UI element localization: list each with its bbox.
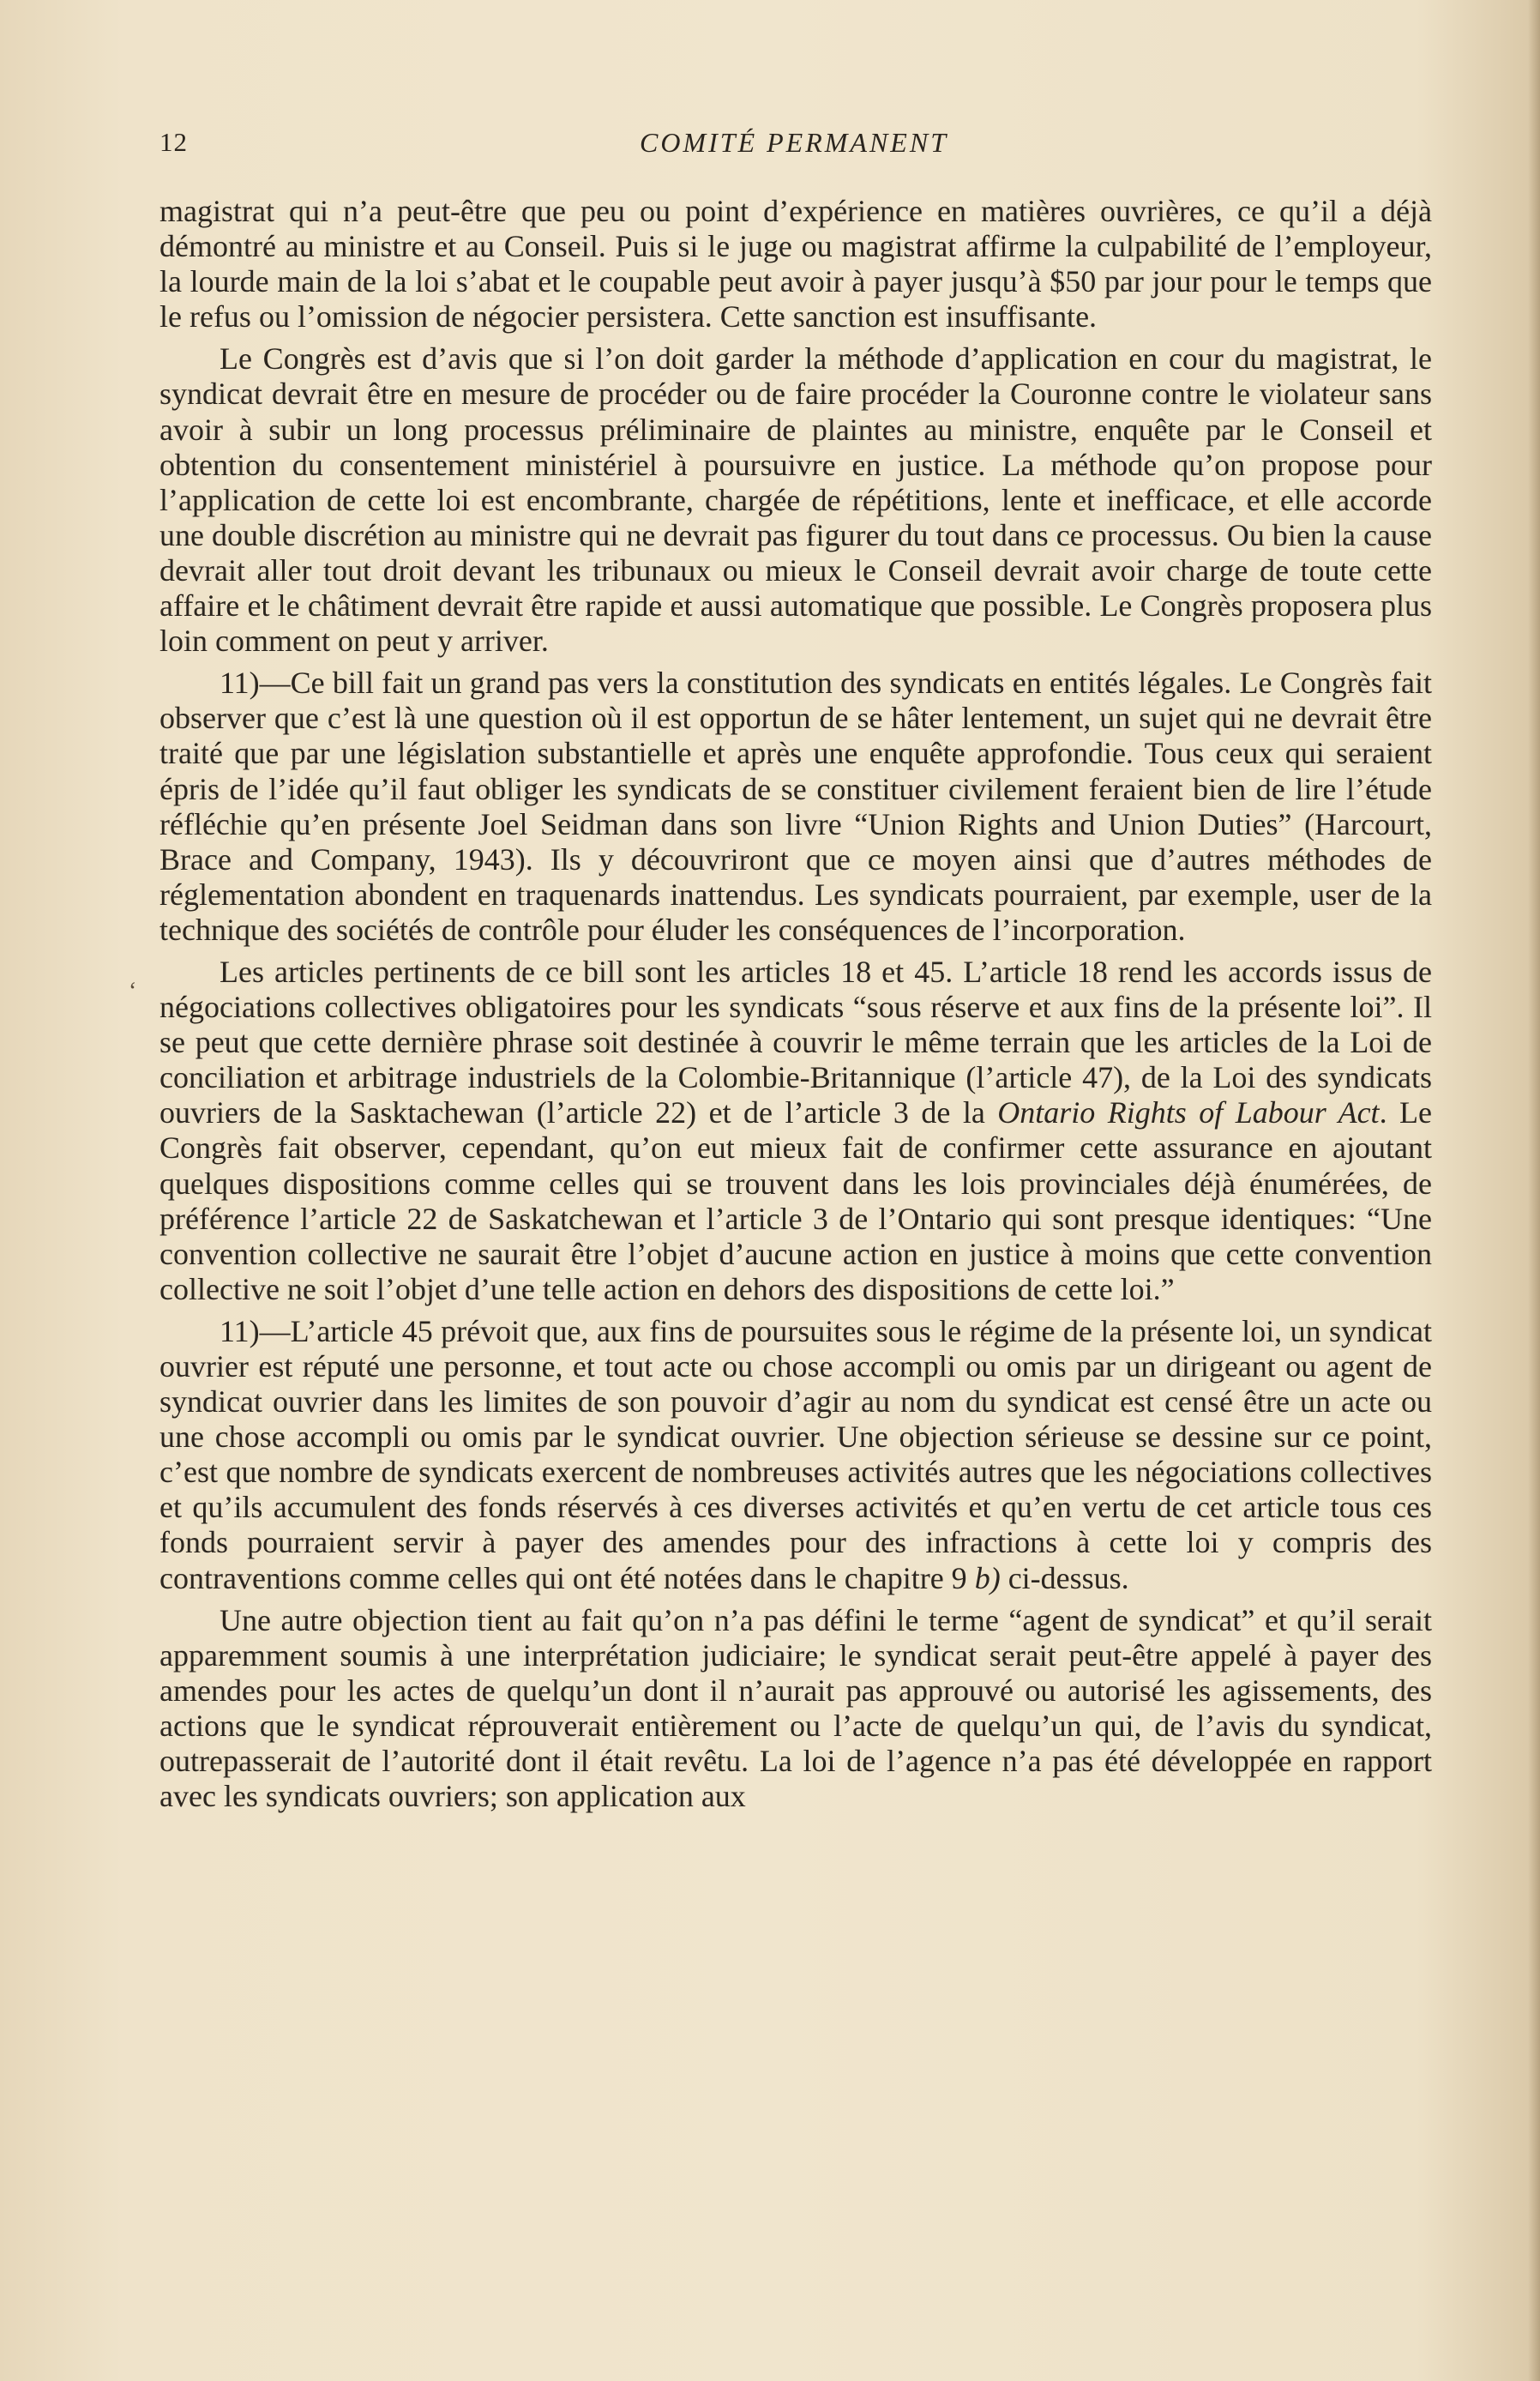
running-title: COMITÉ PERMANENT [640, 127, 948, 158]
margin-mark: ‘ [129, 978, 137, 1004]
page-edge-shadow [1528, 0, 1540, 2381]
paragraph-2: Le Congrès est d’avis que si l’on doit garder la méthode d’application en cour du magistrat, le syndicat devrait être en mesure de procéder ou de faire procéder la Couronne contre le violateur sans avoir à subir un long processus préliminaire de plaintes au ministre, enquête par le Conseil et obtention du consentement ministériel à poursuivre en justice. La méthode qu’on propose pour l’application de cette loi est encombrante, chargée de répétitions, lente et inefficace, et elle accorde une double discrétion au ministre qui ne devrait pas figurer du tout dans ce processus. Ou bien la cause devrait aller tout droit devant les tribunaux ou mieux le Conseil devrait avoir charge de toute cette affaire et le châtiment devrait être rapide et aussi automatique que possible. Le Congrès proposera plus loin comment on peut y arriver. [159, 341, 1432, 659]
section-ref-italic: b) [974, 1560, 1001, 1595]
paragraph-6: Une autre objection tient au fait qu’on n’a pas défini le terme “agent de syndicat” et qu’il serait apparemment soumis à une interprétation judiciaire; le syndicat serait peut-être appelé à payer des amendes pour les actes de quelqu’un dont il n’aurait pas approuvé ou autorisé les agissements, des actions que le syndicat réprouverait entièrement ou l’acte de quelqu’un qui, de l’avis du syndicat, outrepasserait de l’autorité dont il était revêtu. La loi de l’agence n’a pas été développée en rapport avec les syndicats ouvriers; son application aux [159, 1602, 1432, 1814]
paragraph-4-text-a: Les articles pertinents de ce bill sont les articles 18 et 45. L’article 18 rend les accords issus de négociations collectives obligatoires pour les syndicats “sous réserve et aux fins de la présente loi”. Il se peut que cette dernière phrase soit destinée à couvrir le même terrain que les articles de la Loi de conciliation et arbitrage industriels de la Colombie-Britannique (l’article 47), de la Loi des syndicats ouvriers de la Sasktachewan (l’article 22) et de l’article 3 de la [159, 954, 1432, 1130]
paragraph-5-text-a: 11)—L’article 45 prévoit que, aux fins de poursuites sous le régime de la présente loi, un syndicat ouvrier est réputé une personne, et tout acte ou chose accompli ou omis par un dirigeant ou agent de syndicat ouvrier dans les limites de son pouvoir d’agir au nom du syndicat est censé être un acte ou une chose accompli ou omis par le syndicat ouvrier. Une objection sérieuse se dessine sur ce point, c’est que nombre de syndicats exercent de nombreuses activités autres que les négociations collectives et qu’ils accumulent des fonds réservés à ces diverses activités et qu’en vertu de cet article tous ces fonds pourraient servir à payer des amendes pour des infractions à cette loi y compris des contraventions comme celles qui ont été notées dans le chapitre 9 [159, 1313, 1432, 1595]
body-text [159, 194, 1432, 1814]
paragraph-1: magistrat qui n’a peut-être que peu ou point d’expérience en matières ouvrières, ce qu’il a déjà démontré au ministre et au Conseil. Puis si le juge ou magistrat affirme la culpabilité de l’employeur, la lourde main de la loi s’abat et le coupable peut avoir à payer jusqu’à $50 par jour pour le temps que le refus ou l’omission de négocier persistera. Cette sanction est insuffisante. [159, 194, 1432, 335]
act-title-italic: Ontario Rights of Labour Act [997, 1095, 1380, 1130]
page-number: 12 [159, 127, 188, 157]
paragraph-4 [159, 955, 1432, 1307]
paragraph-5-text-b: ci-dessus. [1000, 1560, 1129, 1595]
paragraph-4-text-b: . Le Congrès fait observer, cependant, qu’on eut mieux fait de confirmer cette assurance en ajoutant quelques dispositions comme celles qui se trouvent dans les lois provinciales déjà énumérées, de préférence l’article 22 de Saskatchewan et l’article 3 de l’Ontario qui sont presque identiques: “Une convention collective ne saurait être l’objet d’aucune action en justice à moins que cette convention collective ne soit l’objet d’une telle action en dehors des dispositions de cette loi.” [159, 1095, 1433, 1306]
paragraph-5 [159, 1314, 1432, 1596]
paragraph-3: 11)—Ce bill fait un grand pas vers la constitution des syndicats en entités légales. Le Congrès fait observer que c’est là une question où il est opportun de se hâter lentement, un sujet qui ne devrait être traité que par une législation substantielle et après une enquête approfondie. Tous ceux qui seraient épris de l’idée qu’il faut obliger les syndicats de se constituer civilement feraient bien de lire l’étude réfléchie qu’en présente Joel Seidman dans son livre “Union Rights and Union Duties” (Harcourt, Brace and Company, 1943). Ils y découvriront que ce moyen ainsi que d’autres méthodes de réglementation abondent en traquenards inattendus. Les syndicats pourraient, par exemple, user de la technique des sociétés de contrôle pour éluder les conséquences de l’incorporation. [159, 666, 1432, 947]
running-head [159, 127, 1429, 168]
